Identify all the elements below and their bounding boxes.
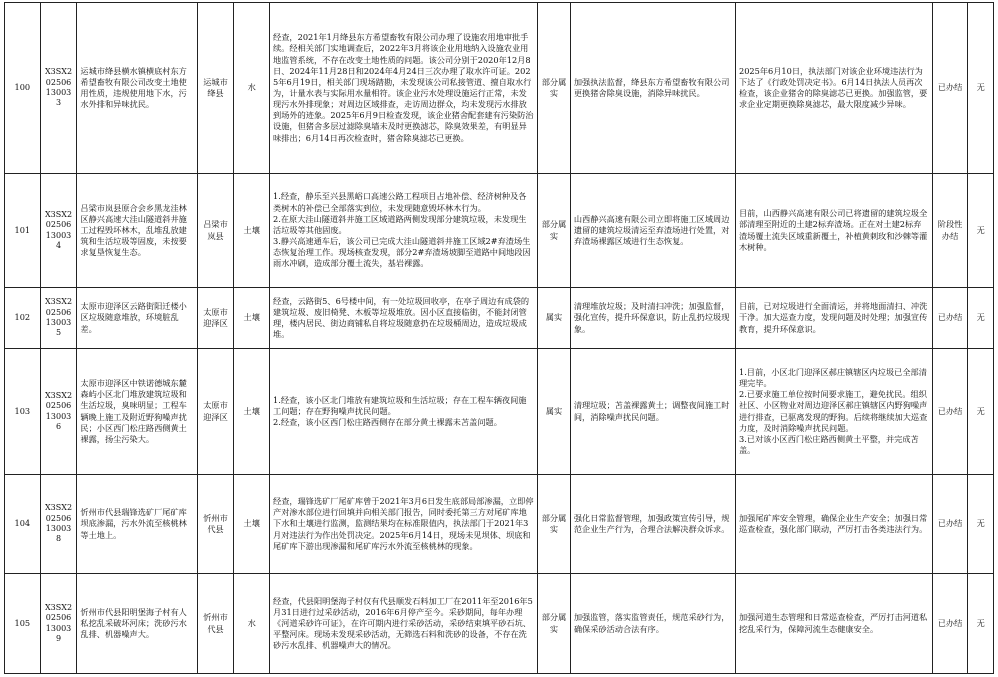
rectification-progress: 2025年6月10日，执法部门对该企业环境违法行为下达了《行政处罚决定书》。6月14日执法人员再次检查，该企业猪舍的除臭滤芯已更换。加强监管，要求企业定期更换除臭滤芯，最大限度减少异味。 — [735, 3, 932, 174]
table-row — [5, 3, 994, 174]
admin-area: 运城市绛县 — [197, 3, 234, 174]
other-note: 无 — [968, 174, 994, 288]
complaint-content: 太原市迎泽区中铁诺德城东麓森屿小区北门堆放建筑垃圾和生活垃圾，臭味明显；工程车辆晚上施工及附近野狗噪声扰民；小区西门松庄路西侧黄土裸露，扬尘污染大。 — [77, 349, 197, 475]
row-number: 104 — [5, 475, 41, 574]
row-number: 103 — [5, 349, 41, 475]
table-row — [5, 288, 994, 349]
complaint-content: 吕梁市岚县原合会乡黑龙洼林区静兴高速大洼山隧道斜井施工过程毁坏林木，乱堆乱放建筑和生活垃圾等固废，未按要求复垦恢复生态。 — [77, 174, 197, 288]
complaint-content: 忻州市代县瑞锋选矿厂尾矿库坝底渗漏，污水外流至核桃林等土地上。 — [77, 475, 197, 574]
pollution-type: 土壤 — [234, 475, 270, 574]
admin-area: 忻州市代县 — [197, 475, 234, 574]
complaint-content: 太原市迎泽区云路街阳迁楼小区垃圾随意堆放，环境脏乱差。 — [77, 288, 197, 349]
table-row — [5, 574, 994, 674]
case-status: 已办结 — [932, 475, 968, 574]
admin-area: 太原市迎泽区 — [197, 349, 234, 475]
investigation-finding: 经查，瑞锋选矿厂尾矿库曾于2021年3月6日发生底部局部渗漏，立即停产对渗水部位进行回填并向相关部门报告，同时委托第三方对尾矿库地下水和土壤进行监测，监测结果均在标准限值内，执法部门于2021年3月对违法行为作出处罚决定。2025年6月14日，现场未见坝体、坝底和尾矿库下游出现渗漏和尾矿库污水外流至核桃林的现象。 — [270, 475, 538, 574]
row-number: 102 — [5, 288, 41, 349]
other-note: 无 — [968, 288, 994, 349]
admin-area: 吕梁市岚县 — [197, 174, 234, 288]
case-status: 已办结 — [932, 349, 968, 475]
other-note: 无 — [968, 349, 994, 475]
case-code: X3SX202506130039 — [40, 574, 77, 674]
investigation-finding: 经查，2021年1月绛县东方希望畜牧有限公司办理了设施农用地审批手续。经相关部门实地调查后，2022年3月将该企业用地纳入设施农业用地监管系统，不存在改变土地性质的问题。该公司分别于2020年12月8日、2024年11月28日和2024年4月24日三次办理了取水许可证。2025年6月19日，相关部门现场踏勘，未发现该公司私接管道、擅自取水行为，计量水表与实际用水量相符。该企业污水处理设施运行正常，未发现污水外排现象；对周边区域排查，走访周边群众，均未发现污水排放到场外的迹象。2025年6月9日检查发现，该企业猪舍配套建有污染防治设施，但猪舍多层过滤除臭墙未及时更换滤芯，除臭效果差，有明显异味排出；6月14日再次检查时，猪舍除臭滤芯已更换。 — [270, 3, 538, 174]
handling-requirement: 清理堆放垃圾；及时清扫冲洗；加强监督，强化宣传，提升环保意识，防止乱扔垃圾现象。 — [570, 288, 735, 349]
verification-result: 部分属实 — [538, 574, 571, 674]
investigation-finding: 经查，代县阳明堡海子村仅有代县顺发石料加工厂在2011年至2016年5月31日进行过采砂活动，2016年6月停产至今。采砂期间，每年办理《河道采砂许可证》，在许可期内进行采砂活动，采砂结束填平砂石坑、平整河床。现场未发现采砂活动，无筛选石料和洗砂的设备，不存在洗砂污水乱排、机器噪声大的情况。 — [270, 574, 538, 674]
table-row — [5, 349, 994, 475]
pollution-type: 水 — [234, 574, 270, 674]
row-number: 105 — [5, 574, 41, 674]
verification-result: 部分属实 — [538, 475, 571, 574]
pollution-type: 土壤 — [234, 288, 270, 349]
rectification-progress: 目前，已对垃圾进行全面清运，并将地面清扫、冲洗干净。加大巡查力度，发现问题及时处理；加强宣传教育，提升环保意识。 — [735, 288, 932, 349]
handling-requirement: 加强监管，落实监管责任，规范采砂行为，确保采砂活动合法有序。 — [570, 574, 735, 674]
case-code: X3SX202506130033 — [40, 3, 77, 174]
case-code: X3SX202506130035 — [40, 288, 77, 349]
case-code: X3SX202506130036 — [40, 349, 77, 475]
complaint-content: 忻州市代县阳明堡海子村有人私挖乱采破坏河床；洗砂污水乱排、机器噪声大。 — [77, 574, 197, 674]
pollution-type: 土壤 — [234, 349, 270, 475]
investigation-finding: 1.经查，该小区北门堆放有建筑垃圾和生活垃圾；存在工程车辆夜间施工问题；存在野狗噪声扰民问题。 2.经查，该小区西门松庄路西侧存在部分黄土裸露未苫盖问题。 — [270, 349, 538, 475]
case-status: 阶段性办结 — [932, 174, 968, 288]
other-note: 无 — [968, 574, 994, 674]
rectification-progress: 加强尾矿库安全管理，确保企业生产安全；加强日常巡查检查，强化部门联动，严厉打击各类违法行为。 — [735, 475, 932, 574]
row-number: 101 — [5, 174, 41, 288]
verification-result: 属实 — [538, 288, 571, 349]
complaint-content: 运城市绛县横水镇横底村东方希望畜牧有限公司改变土地使用性质，违规使用地下水，污水外排和异味扰民。 — [77, 3, 197, 174]
handling-requirement: 清理垃圾；苫盖裸露黄土；调整夜间施工时间，消除噪声扰民问题。 — [570, 349, 735, 475]
table-row — [5, 174, 994, 288]
rectification-progress: 目前，山西静兴高速有限公司已将遗留的建筑垃圾全部清理至附近的土建2标弃渣场。正在对土建2标弃渣场覆土流失区域重新覆土，补植黄刺玫和沙棘等灌木树种。 — [735, 174, 932, 288]
case-status: 已办结 — [932, 574, 968, 674]
pollution-type: 土壤 — [234, 174, 270, 288]
handling-requirement: 山西静兴高速有限公司立即将施工区域周边遗留的建筑垃圾清运至弃渣场进行处置，对弃渣场裸露区域进行生态恢复。 — [570, 174, 735, 288]
case-status: 已办结 — [932, 288, 968, 349]
other-note: 无 — [968, 3, 994, 174]
verification-result: 部分属实 — [538, 174, 571, 288]
rectification-progress: 加强河道生态管理和日常巡查检查，严厉打击河道私挖乱采行为，保障河流生态健康安全。 — [735, 574, 932, 674]
case-code: X3SX202506130034 — [40, 174, 77, 288]
admin-area: 忻州市代县 — [197, 574, 234, 674]
rectification-progress: 1.目前，小区北门迎泽区郝庄镇辖区内垃圾已全部清理完毕。 2.已要求施工单位按时间要求施工，避免扰民。组织社区、小区物业对周边迎泽区郝庄镇辖区内野狗噪声进行排查，已驱离发现的野狗。后续将继续加大巡查力度，及时消除噪声扰民问题。 3.已对该小区西门松庄路西侧黄土平整，并完成苫盖。 — [735, 349, 932, 475]
complaint-table — [4, 2, 994, 674]
verification-result: 部分属实 — [538, 3, 571, 174]
table-row — [5, 475, 994, 574]
row-number: 100 — [5, 3, 41, 174]
case-status: 已办结 — [932, 3, 968, 174]
investigation-finding: 1.经查，静乐至兴县黑峪口高速公路工程项目占地补偿、经济树种及各类树木的补偿已全部落实到位，未发现随意毁坏林木行为。 2.在原大洼山隧道斜井施工区域道路两侧发现部分建筑垃圾，未发现生活垃圾等其他固废。 3.静兴高速通车后，该公司已完成大洼山隧道斜井施工区域2#弃渣场生态恢复治理工作。现场核查发现，部分2#弃渣场坡脚至道路中间地段因雨水冲刷，造成部分覆土流失，基岩裸露。 — [270, 174, 538, 288]
verification-result: 属实 — [538, 349, 571, 475]
other-note: 无 — [968, 475, 994, 574]
handling-requirement: 加强执法监督，绛县东方希望畜牧有限公司更换猪舍除臭设施，消除异味扰民。 — [570, 3, 735, 174]
case-code: X3SX202506130038 — [40, 475, 77, 574]
pollution-type: 水 — [234, 3, 270, 174]
handling-requirement: 强化日常监督管理，加强政策宣传引导，规范企业生产行为，合理合法解决群众诉求。 — [570, 475, 735, 574]
admin-area: 太原市迎泽区 — [197, 288, 234, 349]
investigation-finding: 经查，云路街5、6号楼中间，有一处垃圾回收亭，在亭子周边有成袋的建筑垃圾、废旧椅凳、木板等垃圾堆放。因小区直接临街，不能封闭管理，楼内居民、街边商铺私自将垃圾随意扔在垃圾桶周边，造成垃圾成堆。 — [270, 288, 538, 349]
